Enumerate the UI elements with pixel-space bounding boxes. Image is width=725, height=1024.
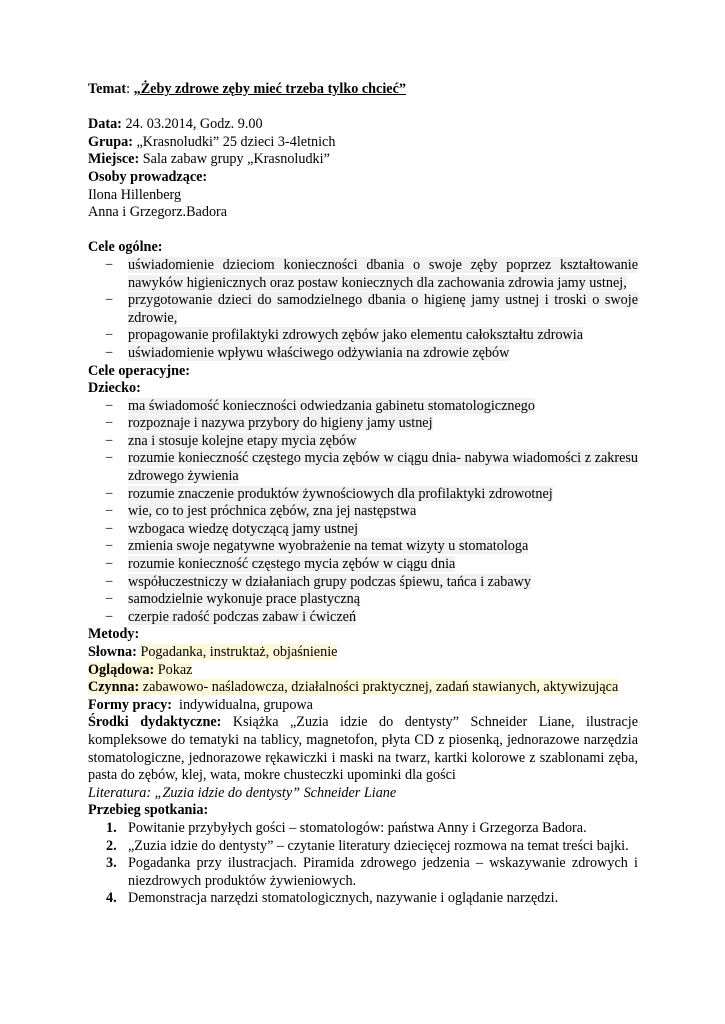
list-item: − przygotowanie dzieci do samodzielnego dbania o higienę jamy ustnej i troski o swoje zdrowie, <box>88 292 638 327</box>
list-item: − wzbogaca wiedzę dotyczącą jamy ustnej <box>88 521 638 539</box>
list-item: − rozumie konieczność częstego mycia zębów w ciągu dnia <box>88 556 638 574</box>
place-value: Sala zabaw grupy „Krasnoludki” <box>142 151 330 168</box>
general-goals-list <box>88 257 638 363</box>
meeting-plan-heading: Przebieg spotkania: <box>88 802 209 819</box>
list-item: − rozumie konieczność częstego mycia zębów w ciągu dnia- nabywa wiadomości z zakresu zdrowego żywienia <box>88 450 638 485</box>
list-item: − propagowanie profilaktyki zdrowych zębów jako elementu całokształtu zdrowia <box>88 327 638 345</box>
list-item: 1. Powitanie przybyłych gości – stomatologów: państwa Anny i Grzegorza Badora. <box>106 819 587 836</box>
active-method-value: zabawowo- naśladowcza, działalności praktycznej, zadań stawianych, aktywizująca <box>142 679 619 696</box>
place-label: Miejsce: <box>88 151 140 168</box>
child-heading: Dziecko: <box>88 380 141 397</box>
methods-heading: Metody: <box>88 626 140 643</box>
list-item: − zna i stosuje kolejne etapy mycia zębów <box>88 433 638 451</box>
verbal-method-value: Pogadanka, instruktaż, objaśnienie <box>140 644 338 660</box>
date-value: 24. 03.2014, Godz. 9.00 <box>125 116 263 133</box>
date-label: Data: <box>88 116 122 133</box>
spacer <box>88 99 638 117</box>
topic-value: „Żeby zdrowe zęby mieć trzeba tylko chcieć” <box>133 81 406 97</box>
list-item: − zmienia swoje negatywne wyobrażenie na temat wizyty u stomatologa <box>88 538 638 556</box>
leader-name: Anna i Grzegorz.Badora <box>88 204 228 221</box>
topic-line: Temat: „Żeby zdrowe zęby mieć trzeba tylko chcieć” <box>88 81 406 97</box>
group-label: Grupa: <box>88 133 133 150</box>
list-item: − ma świadomość konieczności odwiedzania gabinetu stomatologicznego <box>88 398 638 416</box>
leader-name: Ilona Hillenberg <box>88 186 182 203</box>
literature-line: Literatura: „Zuzia idzie do dentysty” Schneider Liane <box>88 784 397 801</box>
leaders-heading: Osoby prowadzące: <box>88 168 208 185</box>
list-item: − uświadomienie wpływu właściwego odżywiania na zdrowie zębów <box>88 345 638 363</box>
work-forms-line: Formy pracy: indywidualna, grupowa <box>88 696 313 713</box>
active-method-line: Czynna: zabawowo- naśladowcza, działalności praktycznej, zadań stawianych, aktywizująca <box>88 679 619 696</box>
list-item: 2. „Zuzia idzie do dentysty” – czytanie literatury dziecięcej rozmowa na temat treści bajki. <box>106 837 629 854</box>
list-item: 4. Demonstracja narzędzi stomatologicznych, nazywanie i oglądanie narzędzi. <box>106 890 559 907</box>
list-item: − czerpie radość podczas zabaw i ćwiczeń <box>88 609 638 627</box>
list-item: − rozpoznaje i nazywa przybory do higieny jamy ustnej <box>88 415 638 433</box>
operational-goals-heading: Cele operacyjne: <box>88 362 191 379</box>
meeting-plan-list <box>88 820 638 908</box>
spacer <box>88 222 638 240</box>
verbal-method-line: Słowna: Pogadanka, instruktaż, objaśnienie <box>88 644 338 660</box>
teaching-aids-value: Książka „Zuzia idzie do dentysty” Schneider Liane, ilustracje kompleksowe do tematyki na tablicy, magnetofon, płyta CD z piosenką, jednorazowe narzędzia stomatologiczne, jednorazowe rękawiczki i maski na twarz, kartki kolorowe z szablonami zęba, pasta do zębów, klej, wata, mokre chusteczki upominki dla gości <box>88 714 638 784</box>
list-item: − wie, co to jest próchnica zębów, zna jej następstwa <box>88 503 638 521</box>
list-item: − uświadomienie dzieciom konieczności dbania o swoje zęby poprzez kształtowanie nawyków higienicznych oraz postaw koniecznych dla zachowania zdrowia jamy ustnej, <box>88 257 638 292</box>
topic-label: Temat <box>88 81 127 97</box>
date-line <box>88 116 638 134</box>
group-value: „Krasnoludki” 25 dzieci 3-4letnich <box>136 133 336 150</box>
operational-goals-list <box>88 398 638 627</box>
document-content <box>88 81 638 908</box>
place-line <box>88 151 638 169</box>
teaching-aids-paragraph: Środki dydaktyczne: Książka „Zuzia idzie do dentysty” Schneider Liane, ilustracje kompleksowe do tematyki na tablicy, magnetofon, płyta CD z piosenką, jednorazowe narzędzia stomatologiczne, jednorazowe rękawiczki i maski na twarz, kartki kolorowe z szablonami zęba, pasta do zębów, klej, wata, mokre chusteczki upominki dla gości <box>88 714 638 784</box>
general-goals-heading: Cele ogólne: <box>88 239 163 256</box>
visual-method-line: Oglądowa: Pokaz <box>88 661 193 678</box>
list-item: − samodzielnie wykonuje prace plastyczną <box>88 591 638 609</box>
visual-method-value: Pokaz <box>157 661 193 678</box>
list-item: − współuczestniczy w działaniach grupy podczas śpiewu, tańca i zabawy <box>88 574 638 592</box>
group-line <box>88 134 638 152</box>
list-item: 3. Pogadanka przy ilustracjach. Piramida zdrowego jedzenia – wskazywanie zdrowych i niezdrowych produktów żywieniowych. <box>106 855 638 889</box>
list-item: − rozumie znaczenie produktów żywnościowych dla profilaktyki zdrowotnej <box>88 486 638 504</box>
work-forms-value: indywidualna, grupowa <box>179 696 313 713</box>
